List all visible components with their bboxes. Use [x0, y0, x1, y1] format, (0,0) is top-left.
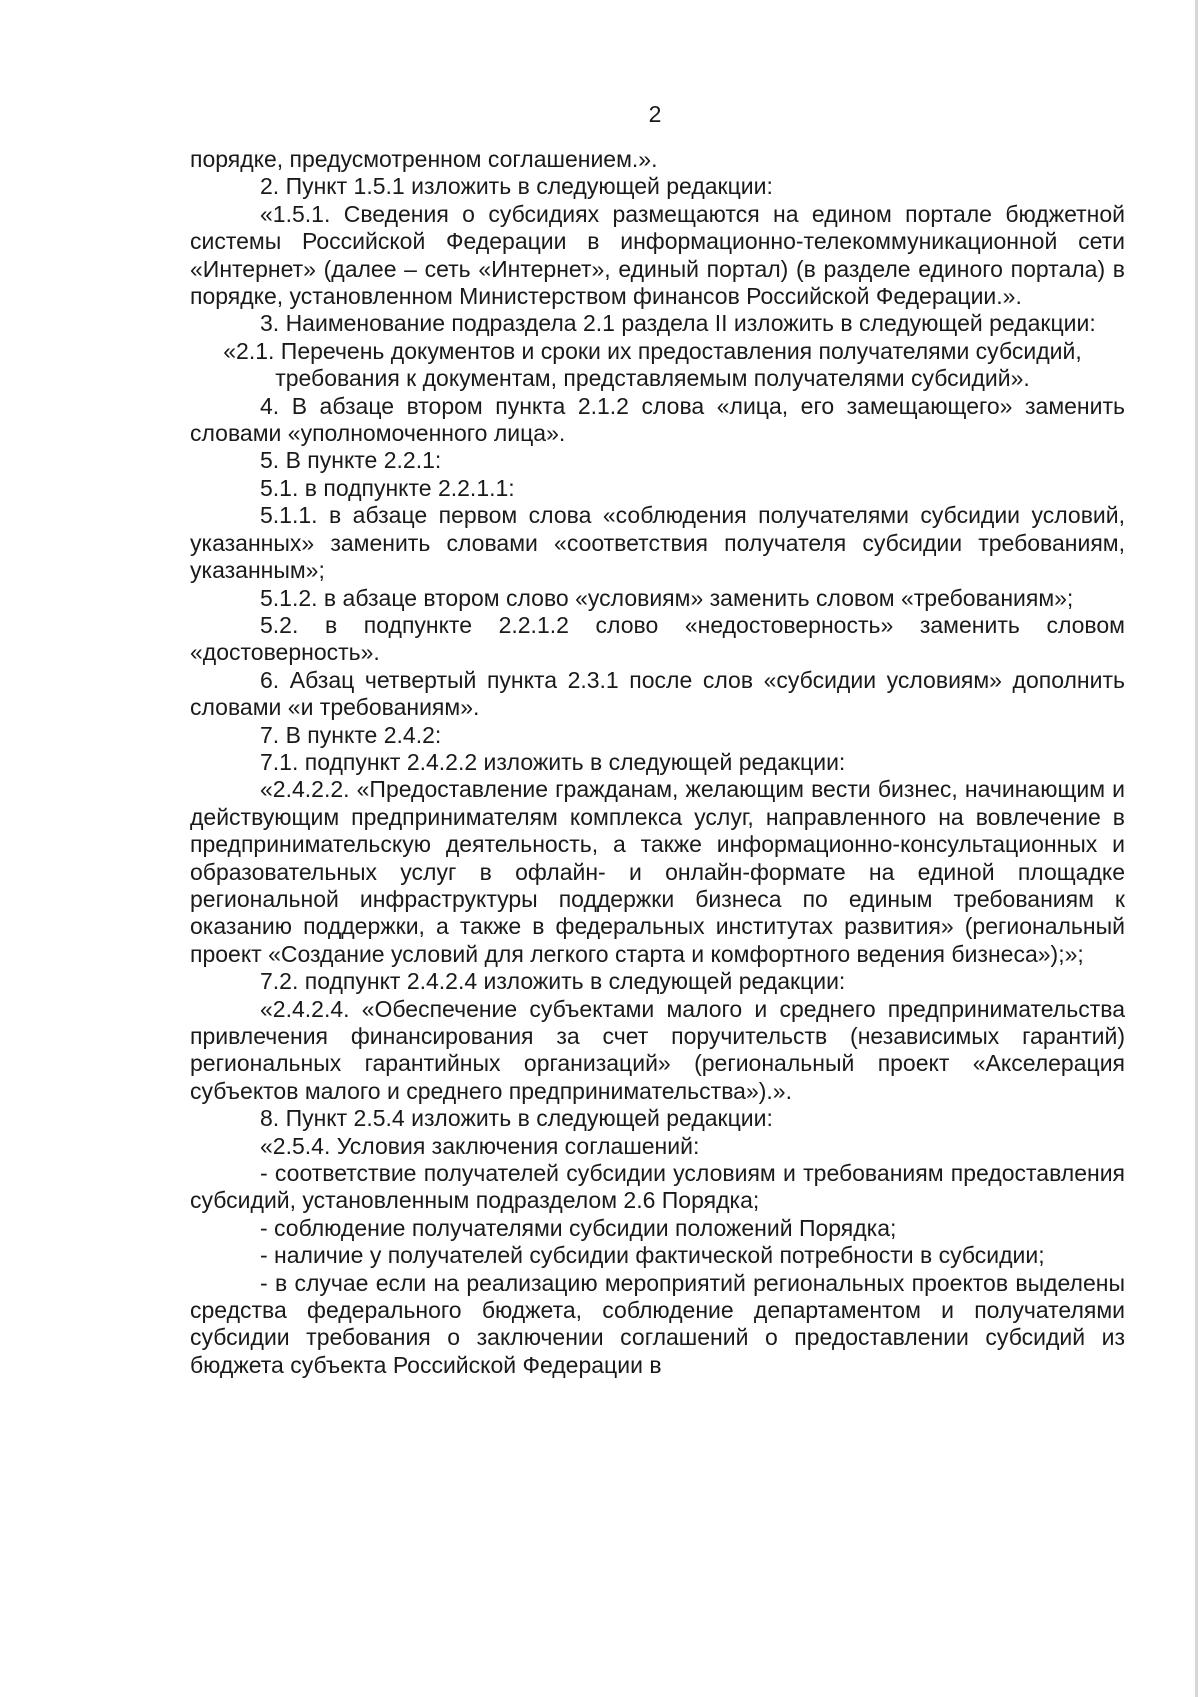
- paragraph-quote-2-5-4: «2.5.4. Условия заключения соглашений:: [260, 1132, 700, 1159]
- paragraph-quote-2-4-2-2: «2.4.2.2. «Предоставление гражданам, желающим вести бизнес, начинающим и действующим предпринимателям комплекса услуг, направленного на вовлечение в предпринимательскую деятельность, а также информационно-консультационных и образовательных услуг в офлайн- и онлайн-формате на единой площадке региональной инфраструктуры поддержки бизнеса по единым требованиям к оказанию поддержки, а также в федеральных институтах развития» (региональный проект «Создание условий для легкого старта и комфортного ведения бизнеса»);»;: [190, 776, 1125, 967]
- paragraph-item-7-1: 7.1. подпункт 2.4.2.2 изложить в следующей редакции:: [260, 748, 846, 775]
- paragraph-item-5-1: 5.1. в подпункте 2.2.1.1:: [260, 474, 515, 501]
- paragraph-item-8: 8. Пункт 2.5.4 изложить в следующей редакции:: [260, 1105, 773, 1132]
- paragraph-item-5-1-1: 5.1.1. в абзаце первом слова «соблюдения получателями субсидии условий, указанных» заменить словами «соответствия получателя субсидии требованиям, указанным»;: [190, 502, 1125, 584]
- paragraph-quote-2-4-2-4: «2.4.2.4. «Обеспечение субъектами малого и среднего предпринимательства привлечения финансирования за счет поручительств (независимых гарантий) региональных гарантийных организаций» (региональный проект «Акселерация субъектов малого и среднего предпринимательства»).».: [190, 995, 1125, 1104]
- paragraph-item-5: 5. В пункте 2.2.1:: [260, 447, 442, 474]
- paragraph-condition-3: - наличие у получателей субсидии фактической потребности в субсидии;: [260, 1242, 1045, 1269]
- paragraph-item-4: 4. В абзаце втором пункта 2.1.2 слова «лица, его замещающего» заменить словами «уполномоченного лица».: [190, 392, 1125, 447]
- paragraph-quote-1-5-1: «1.5.1. Сведения о субсидиях размещаются на едином портале бюджетной системы Российской Федерации в информационно-телекоммуникационной сети «Интернет» (далее – сеть «Интернет», единый портал) (в разделе единого портала) в порядке, установленном Министерством финансов Российской Федерации.».: [190, 200, 1125, 310]
- paragraph-item-3: 3. Наименование подраздела 2.1 раздела II изложить в следующей редакции:: [260, 310, 1096, 337]
- paragraph-continuation: порядке, предусмотренном соглашением.».: [190, 146, 658, 172]
- paragraph-item-5-1-2: 5.1.2. в абзаце втором слово «условиям» заменить словом «требованиям»;: [260, 584, 1074, 611]
- paragraph-item-7: 7. В пункте 2.4.2:: [260, 721, 442, 748]
- paragraph-item-5-2: 5.2. в подпункте 2.2.1.2 слово «недостоверность» заменить словом «достоверность».: [190, 611, 1125, 666]
- paragraph-item-2: 2. Пункт 1.5.1 изложить в следующей редакции:: [260, 173, 773, 200]
- paragraph-condition-2: - соблюдение получателями субсидии положений Порядка;: [260, 1214, 897, 1241]
- paragraph-condition-4: - в случае если на реализацию мероприятий региональных проектов выделены средства федерального бюджета, соблюдение департаментом и получателями субсидии требования о заключении соглашений о предоставлении субсидий из бюджета субъекта Российской Федерации в: [190, 1269, 1125, 1378]
- paragraph-subsection-title: «2.1. Перечень документов и сроки их предоставления получателями субсидий, требования к документам, представляемым получателями субсидий».: [223, 337, 1082, 392]
- paragraph-item-7-2: 7.2. подпункт 2.4.2.4 изложить в следующей редакции:: [260, 968, 846, 995]
- page-number: 2: [648, 101, 662, 127]
- paragraph-item-6: 6. Абзац четвертый пункта 2.3.1 после слов «субсидии условиям» дополнить словами «и требованиям».: [190, 666, 1125, 721]
- paragraph-condition-1: - соответствие получателей субсидии условиям и требованиям предоставления субсидий, установленным подразделом 2.6 Порядка;: [190, 1160, 1125, 1214]
- scan-edge-line: [1195, 0, 1198, 1697]
- document-body: [190, 146, 1125, 1379]
